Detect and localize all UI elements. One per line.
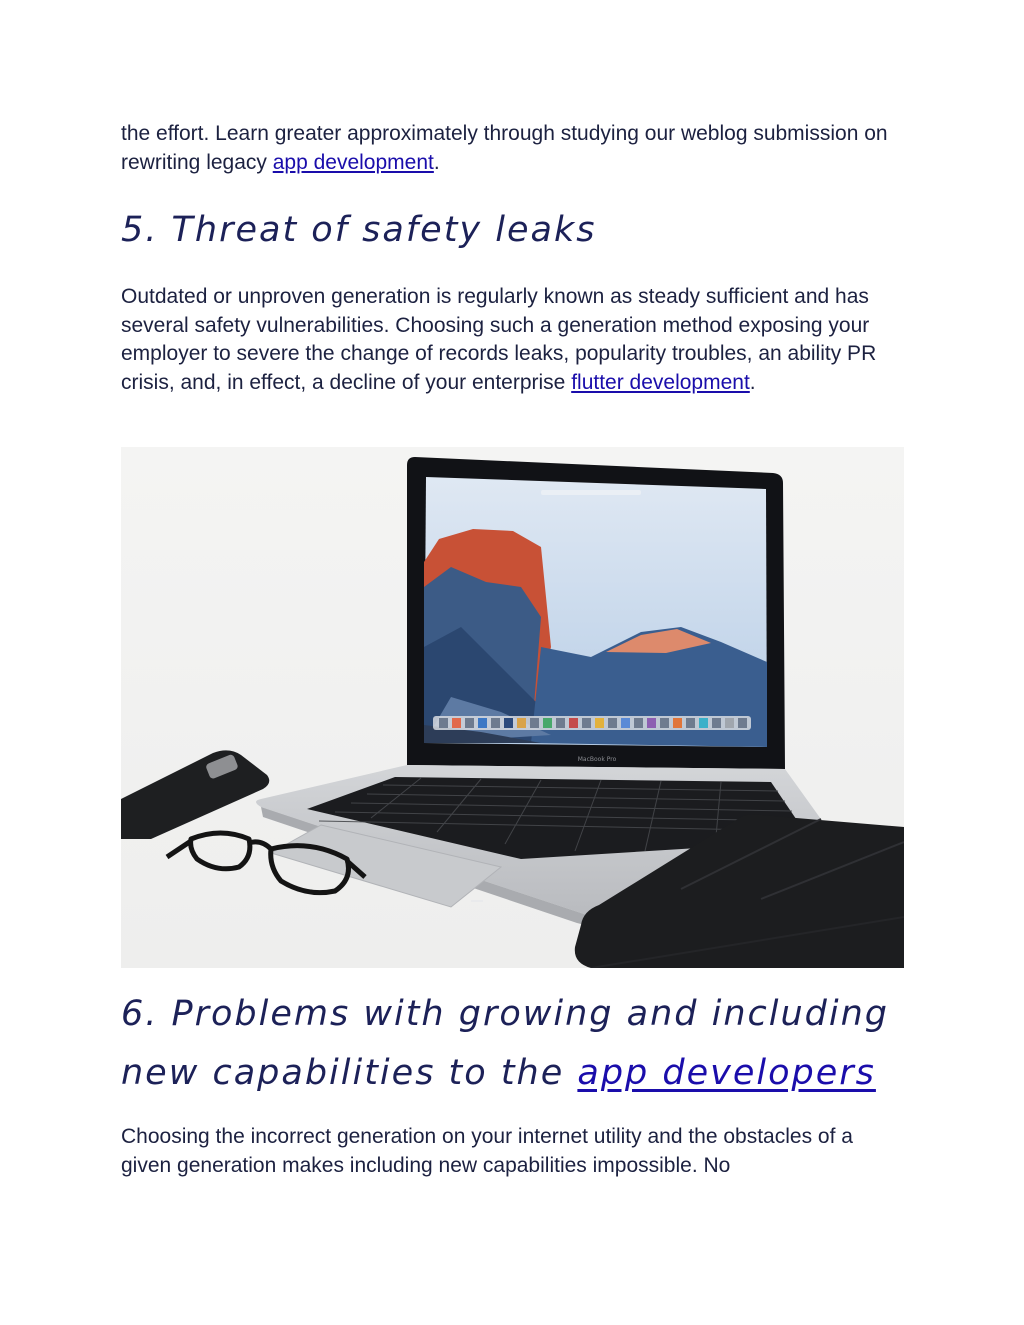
section-5-heading: 5. Threat of safety leaks xyxy=(121,210,597,250)
app-developers-link[interactable]: app developers xyxy=(577,1053,876,1093)
intro-paragraph xyxy=(121,120,906,177)
intro-text: the effort. Learn greater approximately through studying our weblog submission on rewriting legacy xyxy=(121,122,888,174)
intro-period: . xyxy=(433,150,440,174)
laptop-screen xyxy=(407,457,785,769)
section-6-heading xyxy=(121,985,906,1103)
section-5-paragraph xyxy=(121,283,906,397)
flutter-development-link[interactable]: flutter development xyxy=(571,370,750,394)
section-6-paragraph: Choosing the incorrect generation on your internet utility and the obstacles of a given generation makes including new capabilities impossible. No xyxy=(121,1125,853,1177)
app-development-link[interactable]: app development xyxy=(272,150,434,174)
section-5-text: Outdated or unproven generation is regularly known as steady sufficient and has several safety vulnerabilities. Choosing such a generation method exposing your employer to severe the change of records leaks, popularity troubles, an ability PR crisis, and, in effect, a decline of your enterprise xyxy=(121,285,877,394)
section-5-period: . xyxy=(749,370,756,394)
laptop-illustration xyxy=(121,447,904,968)
section-6-heading-text: 6. Problems with growing and including new capabilities to the xyxy=(121,994,890,1093)
laptop-model-label: MacBook Pro xyxy=(577,756,617,763)
laptop-photo xyxy=(121,447,904,968)
